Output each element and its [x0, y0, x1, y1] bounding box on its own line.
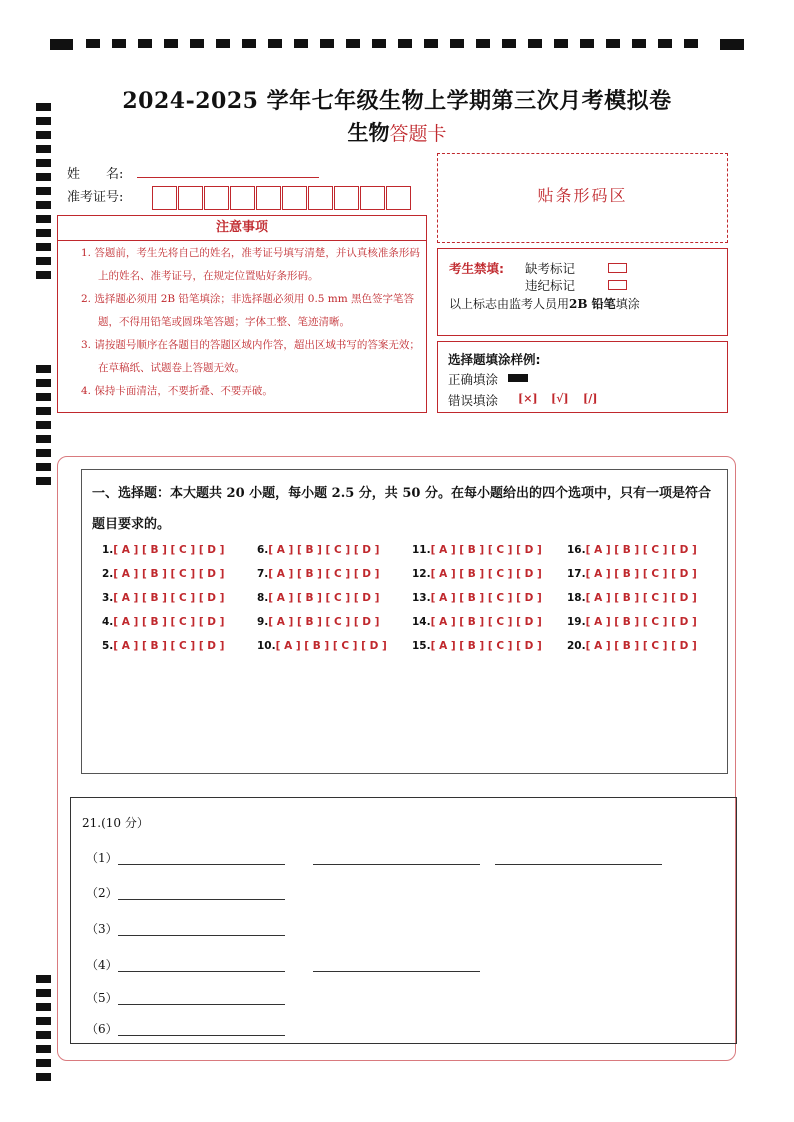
timing-mark [606, 39, 620, 48]
wrong-mark: [×] [518, 392, 538, 405]
timing-mark [36, 463, 51, 471]
timing-mark [50, 39, 73, 50]
mcq-question[interactable] [412, 640, 542, 652]
answer-line[interactable] [313, 971, 480, 972]
question-number: 12. [412, 568, 431, 580]
timing-mark [294, 39, 308, 48]
question-number: 7. [257, 568, 269, 580]
answer-options[interactable]: [ A ] [ B ] [ C ] [ D ] [268, 544, 380, 556]
question-number: 6. [257, 544, 269, 556]
question-number: 15. [412, 640, 431, 652]
mcq-question[interactable] [257, 616, 379, 628]
id-digit-box[interactable] [334, 186, 359, 210]
answer-line[interactable] [118, 1035, 285, 1036]
timing-mark [720, 39, 744, 50]
notice-item: 3. 请按题号顺序在各题目的答题区域内作答，超出区域书写的答案无效；在草稿纸、试题卷上答题无效。 [81, 339, 420, 374]
timing-mark [36, 1003, 51, 1011]
timing-mark [190, 39, 204, 48]
answer-line[interactable] [118, 864, 285, 865]
mcq-question[interactable] [102, 640, 224, 652]
mcq-question[interactable] [257, 544, 379, 556]
answer-options[interactable]: [ A ] [ B ] [ C ] [ D ] [113, 592, 225, 604]
timing-mark [554, 39, 568, 48]
timing-mark [398, 39, 412, 48]
note-bold: 2B 铅笔 [569, 297, 616, 311]
timing-mark [112, 39, 126, 48]
mcq-question[interactable] [567, 592, 697, 604]
name-field[interactable] [137, 177, 319, 178]
mcq-question[interactable] [412, 592, 542, 604]
part-label: （3） [86, 922, 118, 936]
answer-line[interactable] [495, 864, 662, 865]
timing-mark [632, 39, 646, 48]
timing-mark [658, 39, 672, 48]
fill-example-panel [437, 341, 728, 413]
mcq-question[interactable] [567, 544, 697, 556]
timing-mark [36, 365, 51, 373]
timing-mark [450, 39, 464, 48]
timing-mark [502, 39, 516, 48]
timing-mark [424, 39, 438, 48]
timing-mark [372, 39, 386, 48]
mcq-question[interactable] [412, 544, 542, 556]
timing-mark [36, 1031, 51, 1039]
timing-mark [36, 1073, 51, 1081]
question-number: 18. [567, 592, 586, 604]
mcq-question[interactable] [412, 616, 542, 628]
mcq-question[interactable] [257, 640, 387, 652]
wrong-mark: [√] [551, 392, 569, 405]
id-label: 准考证号: [67, 190, 124, 205]
answer-line[interactable] [118, 971, 285, 972]
question-number: 2. [102, 568, 114, 580]
timing-mark [36, 421, 51, 429]
timing-mark [36, 271, 51, 279]
mcq-question[interactable] [567, 616, 697, 628]
barcode-area: 贴条形码区 [437, 153, 728, 243]
timing-mark [36, 449, 51, 457]
prohibited-heading: 考生禁填: [449, 261, 504, 276]
answer-options[interactable]: [ A ] [ B ] [ C ] [ D ] [585, 640, 697, 652]
timing-mark [36, 201, 51, 209]
violation-label: 违纪标记 [525, 278, 576, 293]
timing-mark [216, 39, 230, 48]
timing-mark [36, 407, 51, 415]
answer-line[interactable] [118, 899, 285, 900]
answer-options[interactable]: [ A ] [ B ] [ C ] [ D ] [113, 544, 225, 556]
answer-options[interactable]: [ A ] [ B ] [ C ] [ D ] [113, 640, 225, 652]
timing-mark [36, 159, 51, 167]
answer-options[interactable]: [ A ] [ B ] [ C ] [ D ] [113, 616, 225, 628]
mcq-question[interactable] [412, 568, 542, 580]
mcq-question[interactable] [567, 568, 697, 580]
timing-mark [36, 393, 51, 401]
violation-mark-box[interactable] [608, 280, 627, 290]
answer-options[interactable]: [ A ] [ B ] [ C ] [ D ] [430, 640, 542, 652]
note-suffix: 填涂 [615, 297, 640, 311]
timing-mark [36, 1017, 51, 1025]
id-digit-box[interactable] [282, 186, 307, 210]
question-number: 16. [567, 544, 586, 556]
name-label: 姓 名: [67, 167, 124, 182]
timing-mark [36, 989, 51, 997]
mcq-question[interactable] [102, 592, 224, 604]
answer-options[interactable]: [ A ] [ B ] [ C ] [ D ] [430, 568, 542, 580]
question-number: 17. [567, 568, 586, 580]
mcq-intro: 一、选择题：本大题共 20 小题，每小题 2.5 分，共 50 分。在每小题给出的四个选项中，只有一项是符合题目要求的。 [92, 486, 711, 532]
question-21-title: 21.(10 分） [82, 816, 149, 830]
timing-mark [36, 187, 51, 195]
timing-mark [36, 215, 51, 223]
part-label: （6） [86, 1022, 118, 1036]
timing-mark [242, 39, 256, 48]
part-label: （4） [86, 958, 118, 972]
question-number: 13. [412, 592, 431, 604]
timing-mark [36, 1045, 51, 1053]
timing-mark [320, 39, 334, 48]
question-21-section [70, 797, 737, 1044]
question-number: 14. [412, 616, 431, 628]
fill-example-heading: 选择题填涂样例: [448, 352, 541, 367]
id-digit-box[interactable] [204, 186, 229, 210]
question-number: 20. [567, 640, 586, 652]
part-label: （1） [86, 851, 118, 865]
answer-options[interactable]: [ A ] [ B ] [ C ] [ D ] [430, 544, 542, 556]
timing-mark [36, 435, 51, 443]
correct-fill-sample [508, 374, 528, 382]
notice-panel [57, 215, 427, 413]
subject-name: 生物 [347, 120, 390, 145]
question-number: 5. [102, 640, 114, 652]
question-number: 8. [257, 592, 269, 604]
mcq-question[interactable] [567, 640, 697, 652]
notice-item: 4. 保持卡面清洁，不要折叠、不要弄破。 [81, 385, 273, 397]
answer-options[interactable]: [ A ] [ B ] [ C ] [ D ] [585, 592, 697, 604]
timing-mark [36, 173, 51, 181]
question-number: 19. [567, 616, 586, 628]
answer-options[interactable]: [ A ] [ B ] [ C ] [ D ] [585, 568, 697, 580]
timing-mark [36, 477, 51, 485]
mcq-question[interactable] [102, 616, 224, 628]
answer-line[interactable] [313, 864, 480, 865]
timing-mark [36, 1059, 51, 1067]
answer-options[interactable]: [ A ] [ B ] [ C ] [ D ] [275, 640, 387, 652]
id-digit-box[interactable] [386, 186, 411, 210]
notice-heading: 注意事项 [58, 216, 426, 241]
id-digit-box[interactable] [178, 186, 203, 210]
answer-options[interactable]: [ A ] [ B ] [ C ] [ D ] [585, 616, 697, 628]
absent-mark-box[interactable] [608, 263, 627, 273]
page-subtitle [0, 117, 794, 147]
page-title: 2024-2025 学年七年级生物上学期第三次月考模拟卷 [122, 88, 672, 114]
id-digit-box[interactable] [230, 186, 255, 210]
answer-options[interactable]: [ A ] [ B ] [ C ] [ D ] [430, 592, 542, 604]
timing-mark [36, 257, 51, 265]
id-digit-box[interactable] [152, 186, 177, 210]
part-label: （2） [86, 886, 118, 900]
card-label: 答题卡 [389, 123, 447, 145]
timing-mark [268, 39, 282, 48]
question-number: 10. [257, 640, 276, 652]
part-label: （5） [86, 991, 118, 1005]
mcq-question[interactable] [102, 568, 224, 580]
question-number: 4. [102, 616, 114, 628]
timing-mark [36, 379, 51, 387]
timing-mark [684, 39, 698, 48]
mcq-question[interactable] [257, 592, 379, 604]
timing-mark [164, 39, 178, 48]
prohibited-panel [437, 248, 728, 336]
note-prefix: 以上标志由监考人员用 [449, 297, 570, 311]
notice-item: 2. 选择题必须用 2B 铅笔填涂；非选择题必须用 0.5 mm 黑色签字笔答题，不得用铅笔或圆珠笔答题；字体工整、笔迹清晰。 [81, 293, 415, 328]
wrong-mark: [/] [583, 392, 598, 405]
absent-label: 缺考标记 [525, 261, 576, 276]
id-digit-box[interactable] [360, 186, 385, 210]
timing-mark [36, 975, 51, 983]
answer-options[interactable]: [ A ] [ B ] [ C ] [ D ] [430, 616, 542, 628]
timing-mark [36, 229, 51, 237]
id-digit-box[interactable] [308, 186, 333, 210]
prohibited-note [449, 295, 640, 312]
notice-item: 1. 答题前，考生先将自己的姓名，准考证号填写清楚，并认真核准条形码上的姓名、准考证号，在规定位置贴好条形码。 [81, 247, 420, 282]
answer-options[interactable]: [ A ] [ B ] [ C ] [ D ] [268, 568, 380, 580]
answer-line[interactable] [118, 1004, 285, 1005]
wrong-fill-label: 错误填涂 [448, 393, 499, 408]
timing-mark [346, 39, 360, 48]
id-digit-box[interactable] [256, 186, 281, 210]
timing-mark [476, 39, 490, 48]
mcq-question[interactable] [102, 544, 224, 556]
timing-mark [580, 39, 594, 48]
question-number: 9. [257, 616, 269, 628]
timing-mark [36, 243, 51, 251]
timing-mark [86, 39, 100, 48]
correct-fill-label: 正确填涂 [448, 372, 499, 387]
timing-mark [528, 39, 542, 48]
answer-options[interactable]: [ A ] [ B ] [ C ] [ D ] [585, 544, 697, 556]
answer-line[interactable] [118, 935, 285, 936]
question-number: 1. [102, 544, 114, 556]
mcq-section [81, 469, 728, 774]
mcq-question[interactable] [257, 568, 379, 580]
question-number: 11. [412, 544, 431, 556]
answer-options[interactable]: [ A ] [ B ] [ C ] [ D ] [268, 616, 380, 628]
question-number: 3. [102, 592, 114, 604]
answer-options[interactable]: [ A ] [ B ] [ C ] [ D ] [268, 592, 380, 604]
answer-options[interactable]: [ A ] [ B ] [ C ] [ D ] [113, 568, 225, 580]
timing-mark [138, 39, 152, 48]
